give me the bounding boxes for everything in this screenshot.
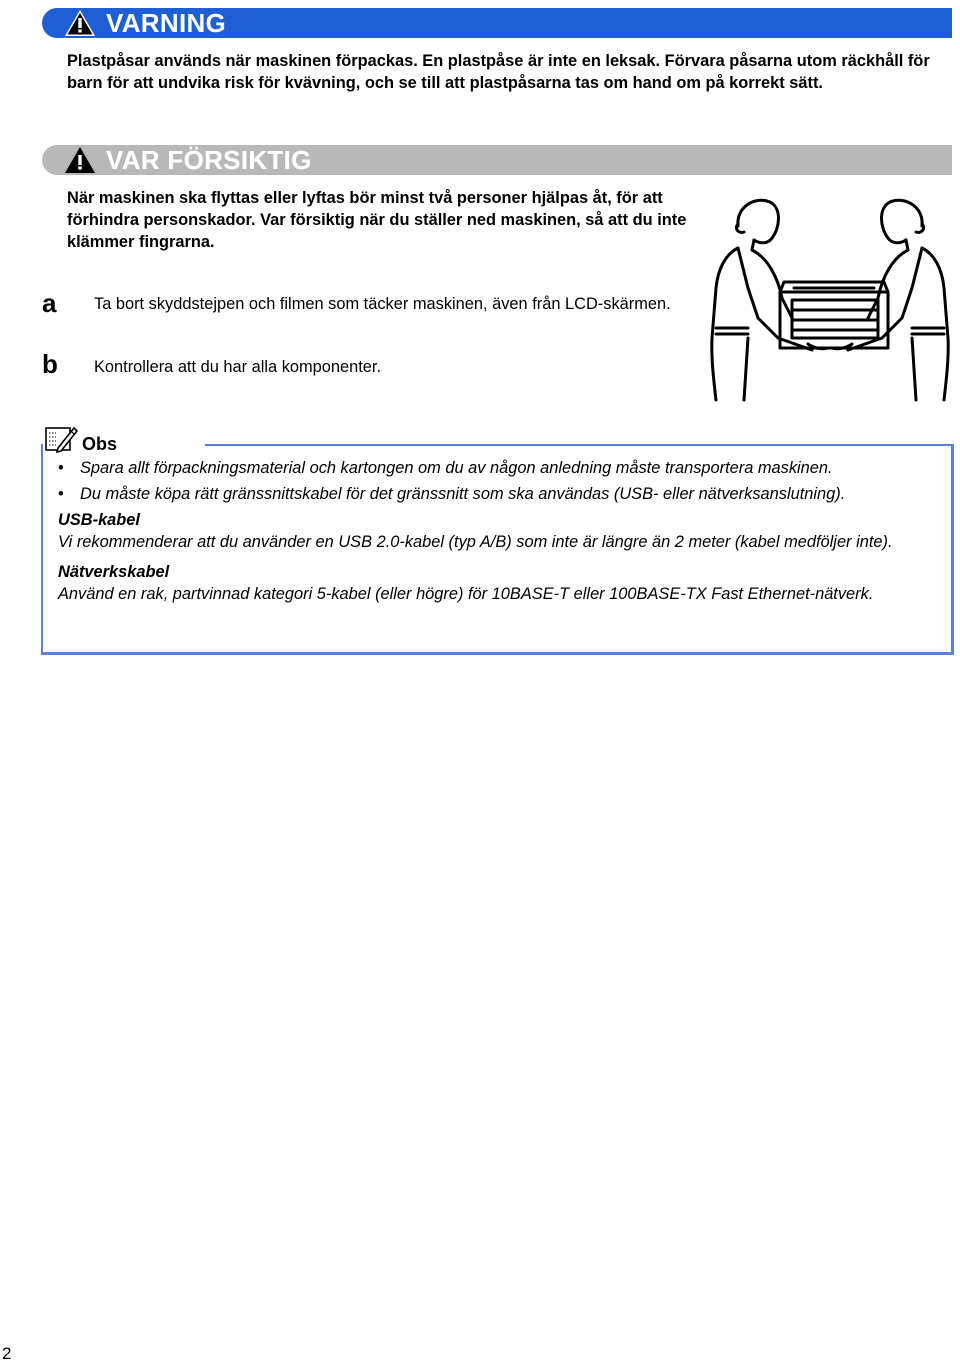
- warning-banner: [42, 8, 952, 38]
- note-bullet-text: Du måste köpa rätt gränssnittskabel för det gränssnitt som ska användas (USB- eller nätverksanslutning).: [80, 485, 846, 503]
- bullet-icon: •: [58, 459, 64, 477]
- step-letter-b: b: [42, 349, 58, 379]
- note-header: [44, 424, 117, 459]
- network-cable-text: Använd en rak, partvinnad kategori 5-kabel (eller högre) för 10BASE-T eller 100BASE-TX Fast Ethernet-nätverk.: [58, 585, 874, 603]
- caution-banner: [42, 145, 952, 175]
- warning-triangle-icon: [64, 8, 98, 38]
- two-people-lifting-illustration: [708, 188, 952, 402]
- warning-title: VARNING: [106, 7, 227, 38]
- caution-text: När maskinen ska flyttas eller lyftas bör minst två personer hjälpas åt, för att förhindra personskador. Var försiktig när du ställer ned maskinen, så att du inte klämmer fingrarna.: [67, 189, 687, 251]
- usb-cable-text: Vi rekommenderar att du använder en USB 2.0-kabel (typ A/B) som inte är längre än 2 meter (kabel medföljer inte).: [58, 533, 893, 551]
- note-bullet: [58, 457, 938, 479]
- note-pencil-icon: [44, 424, 78, 459]
- usb-cable-heading: USB-kabel: [58, 511, 140, 529]
- bullet-icon: •: [58, 485, 64, 503]
- note-bullet-text: Spara allt förpackningsmaterial och kartongen om du av någon anledning måste transportera maskinen.: [80, 459, 833, 477]
- warning-text: Plastpåsar används när maskinen förpackas. En plastpåse är inte en leksak. Förvara påsarna utom räckhåll för barn för att undvika risk för kvävning, och se till att plastpåsarna tas om hand om på korrekt sätt.: [67, 52, 930, 92]
- network-cable-heading: Nätverkskabel: [58, 563, 170, 581]
- note-bullet: [58, 483, 938, 505]
- step-letter-a: a: [42, 288, 57, 318]
- caution-title: VAR FÖRSIKTIG: [106, 144, 312, 175]
- note-title: Obs: [82, 434, 118, 454]
- step-text-b: Kontrollera att du har alla komponenter.: [94, 358, 382, 376]
- step-text-a: Ta bort skyddstejpen och filmen som täcker maskinen, även från LCD-skärmen.: [94, 295, 671, 313]
- warning-triangle-icon: [64, 145, 98, 175]
- note-box-top-rule: [205, 444, 952, 446]
- note-content: [58, 457, 938, 605]
- page-number: 2: [2, 1344, 12, 1363]
